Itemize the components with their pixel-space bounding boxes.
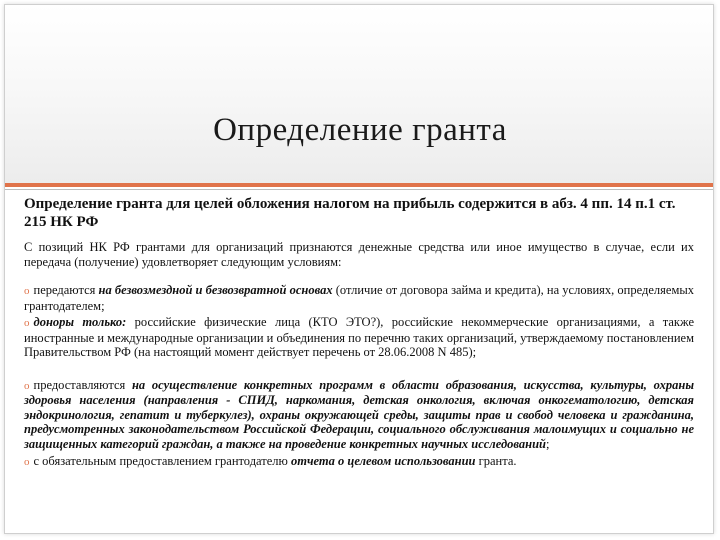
list-item bbox=[24, 315, 694, 360]
list-item bbox=[24, 378, 694, 452]
bullet-marker-icon: o bbox=[24, 456, 30, 468]
bullet-marker-icon: o bbox=[24, 317, 30, 329]
bullet-text: (отличие от договора займа и кредита), на условиях, определяемых грантодателем; bbox=[24, 283, 695, 313]
divider-line bbox=[5, 189, 713, 190]
bullet-emphasis: на осуществление конкретных программ в области образования, искусства, культуры, охраны здоровья населения (направления - СПИД, наркомания, детская онкология, включая онкогематологию, детская эндокринология, гепатит и туберкулез), охраны окружающей среды, защиты прав и свобод человека и гражданина, предусмотренных законодательством Российской Федерации, социального обслуживания малоимущих и социально не защищенных категорий граждан, а также на проведение конкретных научных исследований bbox=[24, 377, 694, 451]
slide-body bbox=[24, 195, 694, 470]
bullet-text: с обязательным предоставлением грантодателю bbox=[33, 454, 291, 468]
bullet-text: гранта. bbox=[475, 454, 517, 468]
bullet-marker-icon: o bbox=[24, 379, 30, 392]
bullet-text: предоставляются bbox=[33, 377, 132, 392]
accent-rule bbox=[5, 183, 713, 187]
list-item bbox=[24, 283, 694, 313]
bullet-marker-icon: o bbox=[24, 285, 30, 297]
bullet-text: российские физические лица (КТО ЭТО?), российские некоммерческие организациями, а также иностранные и международные организации и объединения по перечню таких организаций, утверждаемому постановлением Правительством РФ (на настоящий момент действует перечень от 28.06.2008 N 485); bbox=[24, 315, 695, 359]
bullet-emphasis: на безвозмездной и безвозвратной основах bbox=[98, 283, 333, 297]
lead-paragraph: Определение гранта для целей обложения налогом на прибыль содержится в абз. 4 пп. 14 п.1 ст. 215 НК РФ bbox=[24, 196, 676, 230]
list-item bbox=[24, 454, 694, 470]
intro-paragraph: С позиций НК РФ грантами для организаций признаются денежные средства или иное имущество в случае, если их передача (получение) удовлетворяет следующим условиям: bbox=[24, 240, 694, 269]
bullet-emphasis: доноры только: bbox=[33, 315, 127, 329]
bullet-text: ; bbox=[546, 436, 550, 451]
bullet-emphasis: отчета о целевом использовании bbox=[291, 454, 476, 468]
bullet-text: передаются bbox=[33, 283, 99, 297]
title-band bbox=[5, 5, 713, 185]
slide-title: Определение гранта bbox=[213, 112, 507, 148]
